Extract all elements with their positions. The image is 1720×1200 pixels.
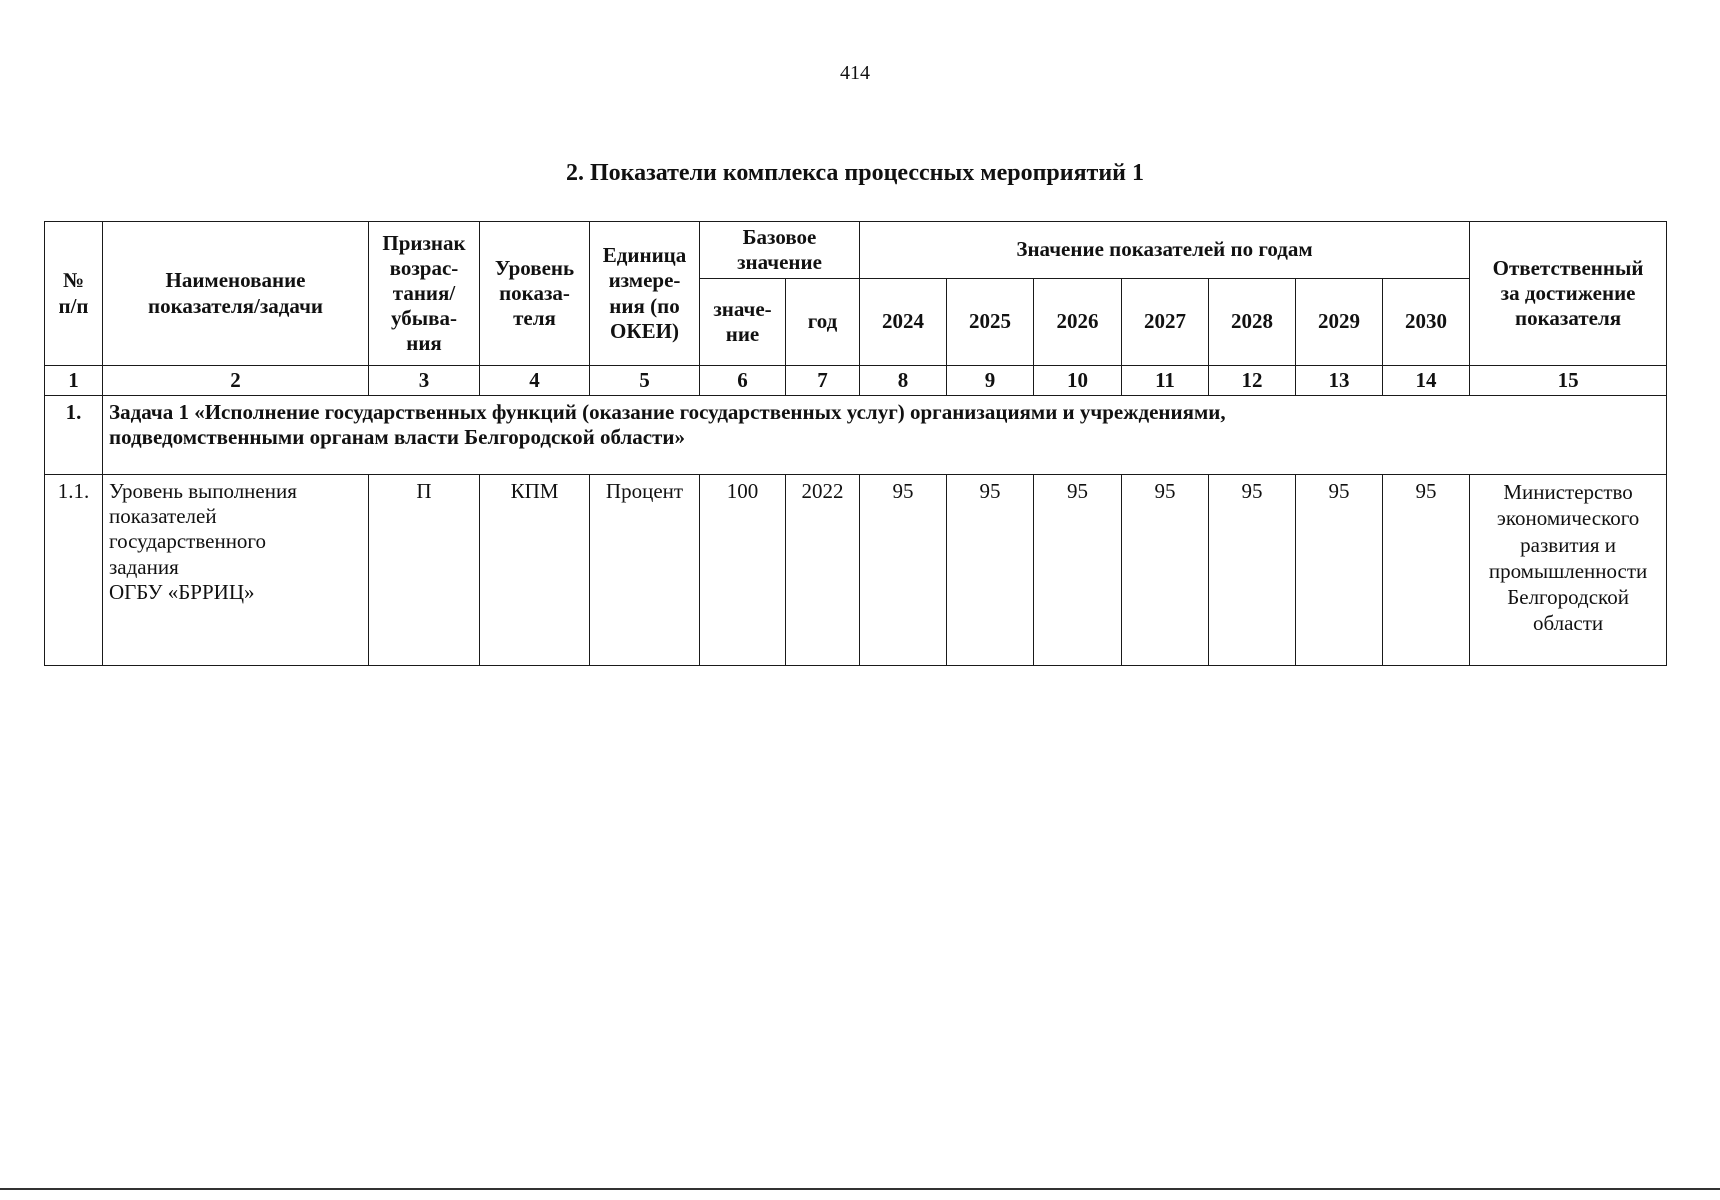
indicator-name: Уровень выполнения показателей государственного задания ОГБУ «БРРИЦ» [103, 475, 369, 666]
row-num: 1.1. [45, 475, 103, 666]
indicator-unit: Процент [590, 475, 700, 666]
column-number: 13 [1296, 366, 1383, 396]
table-row [45, 475, 1667, 666]
year-value: 95 [1383, 475, 1470, 666]
column-number: 6 [700, 366, 786, 396]
column-number: 2 [103, 366, 369, 396]
header-level: Уровень показа- теля [480, 222, 590, 366]
task-text: Задача 1 «Исполнение государственных функций (оказание государственных услуг) организациями и учреждениями, подведомственными органам власти Белгородской области» [103, 396, 1667, 475]
task-row [45, 396, 1667, 475]
header-year: 2029 [1296, 279, 1383, 366]
year-value: 95 [1296, 475, 1383, 666]
year-value: 95 [1034, 475, 1122, 666]
header-year: 2030 [1383, 279, 1470, 366]
header-responsible: Ответственный за достижение показателя [1470, 222, 1667, 366]
column-number: 8 [860, 366, 947, 396]
year-value: 95 [1209, 475, 1296, 666]
column-number: 10 [1034, 366, 1122, 396]
column-number: 15 [1470, 366, 1667, 396]
header-year: 2025 [947, 279, 1034, 366]
indicator-level: КПМ [480, 475, 590, 666]
header-base: Базовое значение [700, 222, 860, 279]
task-num: 1. [45, 396, 103, 475]
year-value: 95 [860, 475, 947, 666]
header-row-1 [45, 222, 1667, 279]
indicator-trend: П [369, 475, 480, 666]
header-trend: Признак возрас- тания/ убыва- ния [369, 222, 480, 366]
year-value: 95 [1122, 475, 1209, 666]
column-number: 11 [1122, 366, 1209, 396]
header-years-group: Значение показателей по годам [860, 222, 1470, 279]
document-title: 2. Показатели комплекса процессных мероприятий 1 [565, 160, 1144, 186]
header-base-value: значе- ние [700, 279, 786, 366]
header-year: 2024 [860, 279, 947, 366]
column-number: 5 [590, 366, 700, 396]
page-number: 414 [840, 62, 870, 84]
header-year: 2026 [1034, 279, 1122, 366]
header-year: 2027 [1122, 279, 1209, 366]
responsible-org: Министерство экономического развития и промышленности Белгородской области [1470, 475, 1667, 666]
year-value: 95 [947, 475, 1034, 666]
column-number: 4 [480, 366, 590, 396]
column-number-row [45, 366, 1667, 396]
indicators-table [44, 221, 1667, 666]
column-number: 1 [45, 366, 103, 396]
scan-edge-line [0, 1188, 1720, 1190]
header-unit: Единица измере- ния (по ОКЕИ) [590, 222, 700, 366]
header-num: № п/п [45, 222, 103, 366]
column-number: 9 [947, 366, 1034, 396]
column-number: 7 [786, 366, 860, 396]
column-number: 12 [1209, 366, 1296, 396]
header-year: 2028 [1209, 279, 1296, 366]
header-name: Наименование показателя/задачи [103, 222, 369, 366]
base-value: 100 [700, 475, 786, 666]
column-number: 3 [369, 366, 480, 396]
column-number: 14 [1383, 366, 1470, 396]
header-base-year: год [786, 279, 860, 366]
base-year: 2022 [786, 475, 860, 666]
